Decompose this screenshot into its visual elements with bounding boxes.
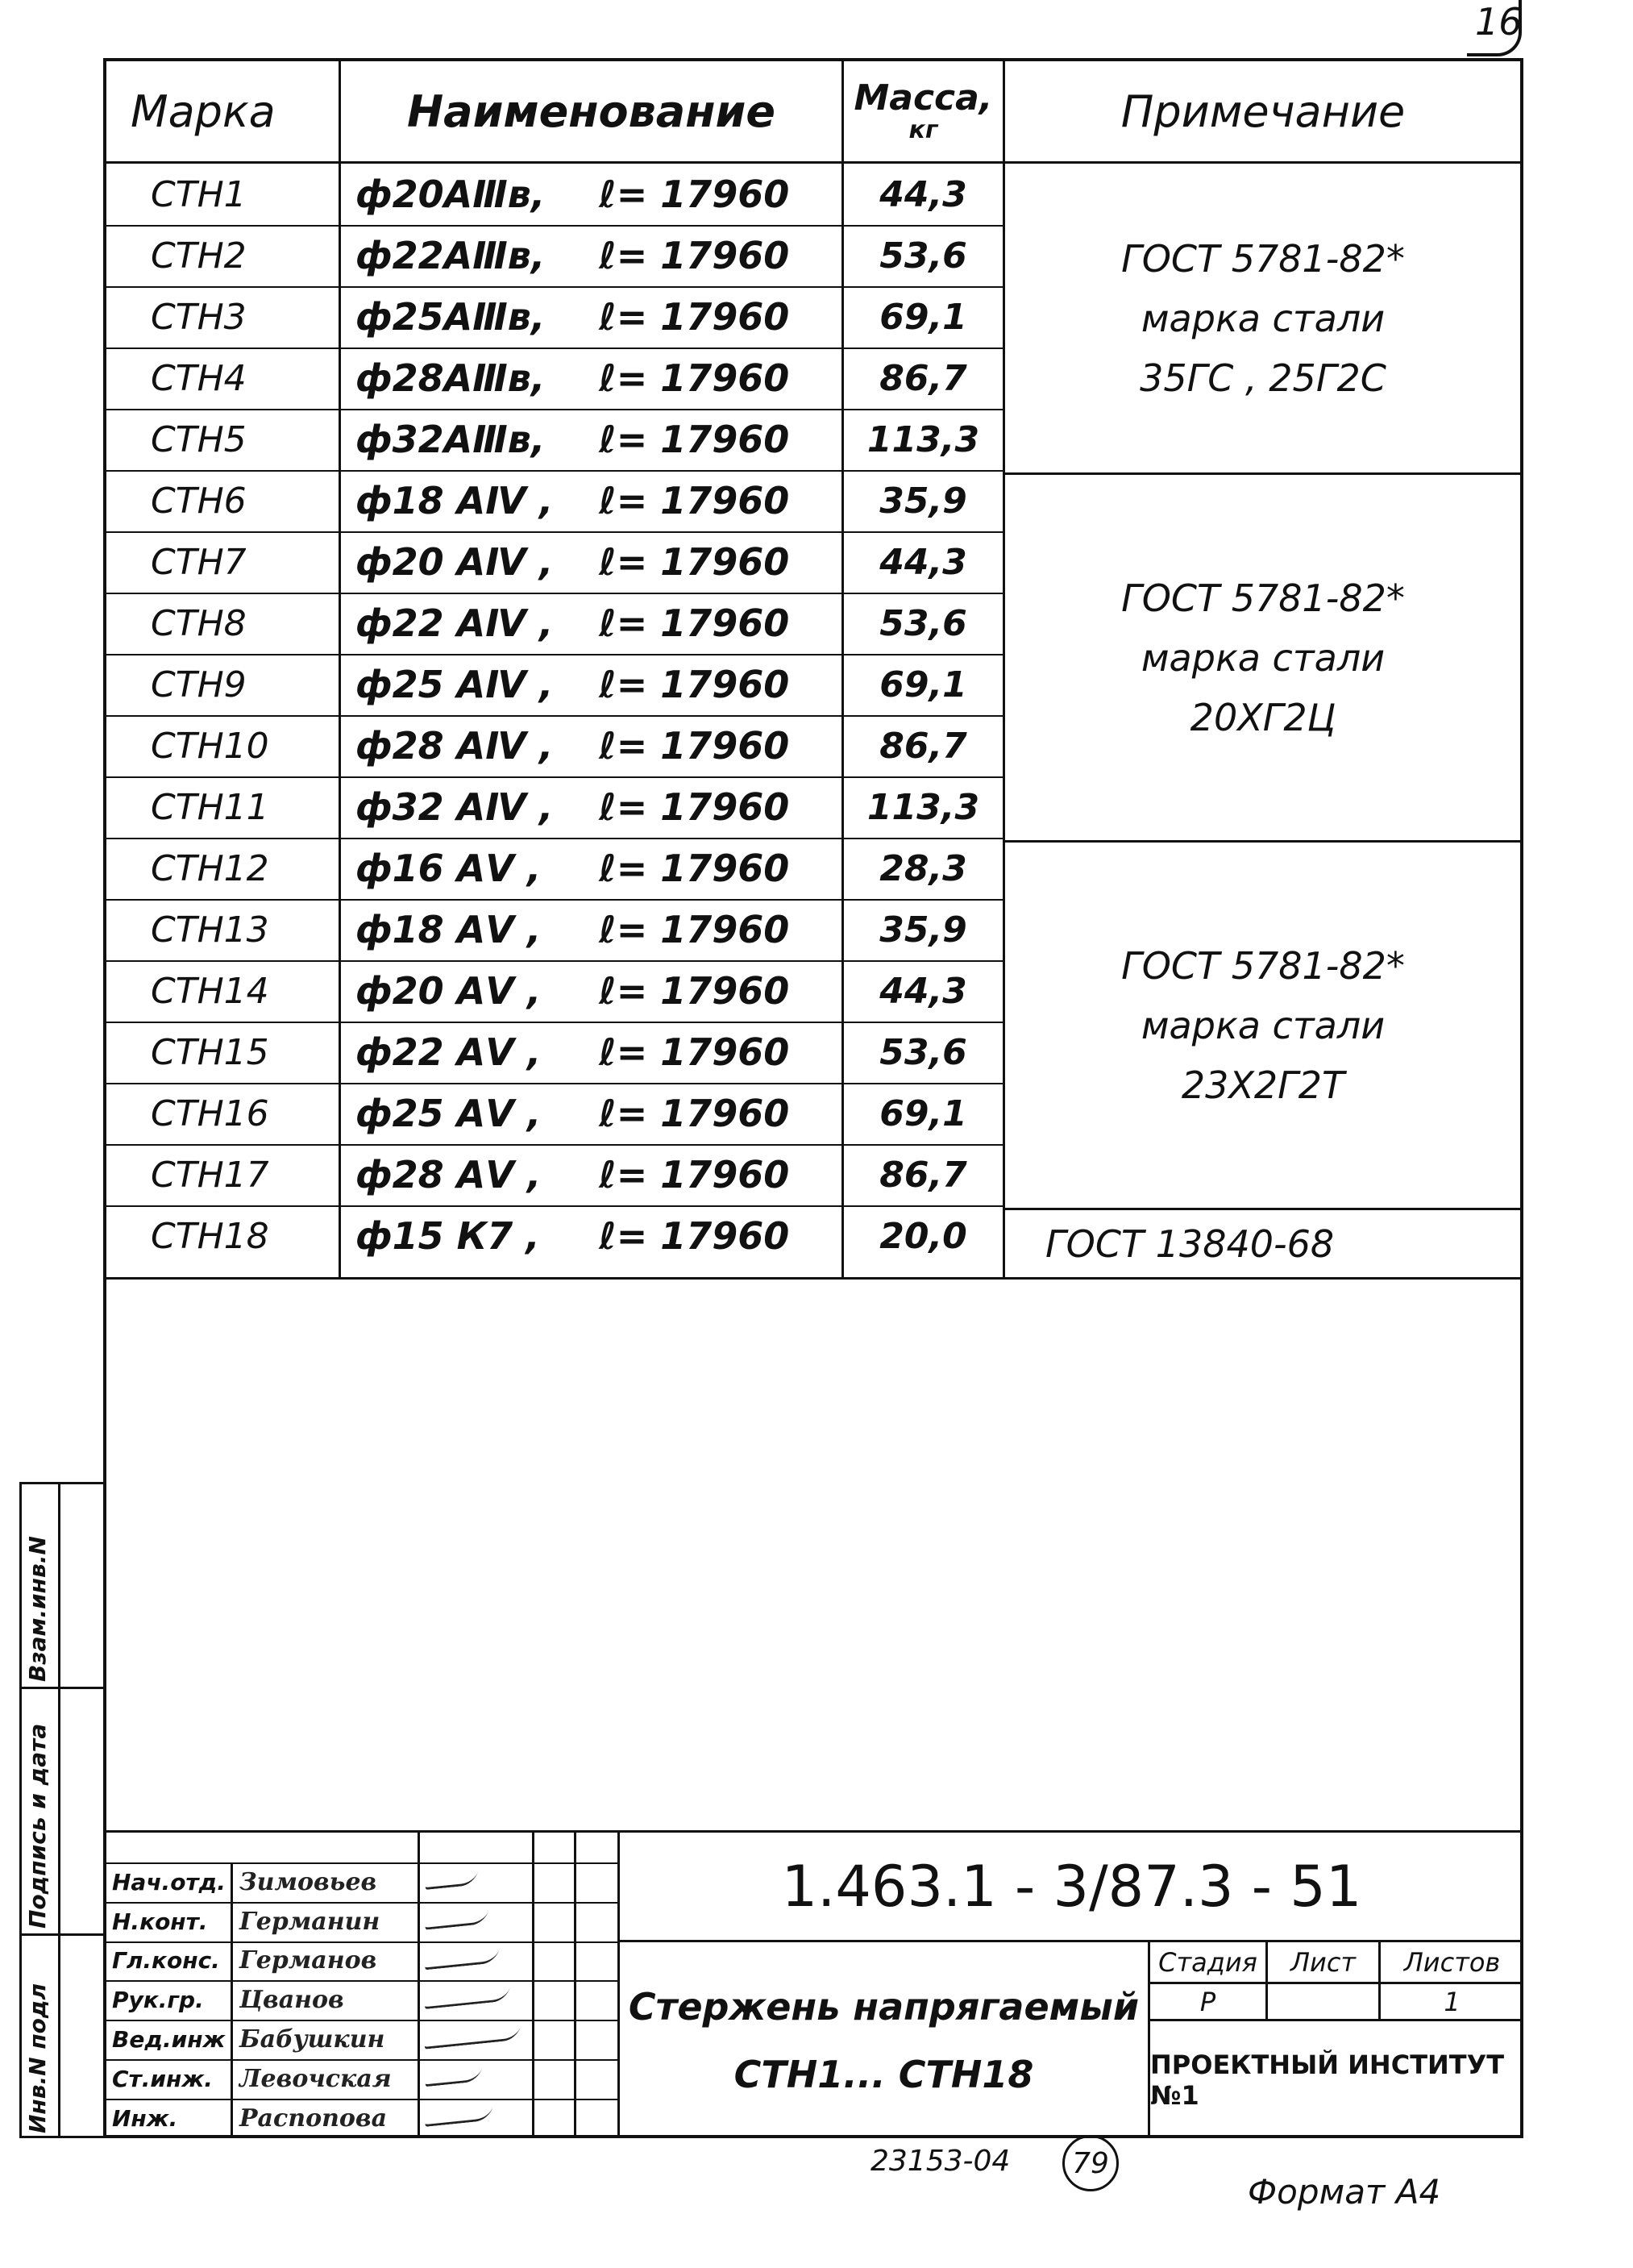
signature-role: Гл.конс. bbox=[112, 1947, 220, 1975]
row-name-length: ℓ= 17960 bbox=[599, 1214, 790, 1258]
row-name-length: ℓ= 17960 bbox=[599, 785, 790, 829]
signature-role: Нач.отд. bbox=[112, 1868, 226, 1896]
row-mass: 69,1 bbox=[879, 664, 967, 705]
row-name-spec: ф18 АⅣ , bbox=[355, 479, 554, 522]
side-stamp-sep-2 bbox=[19, 1933, 103, 1936]
format-label: Формат А4 bbox=[1248, 2172, 1441, 2212]
header-name: Наименование bbox=[406, 85, 776, 137]
row-name bbox=[341, 347, 841, 409]
row-name bbox=[341, 593, 841, 654]
side-stamp-divider bbox=[58, 1482, 60, 2138]
organization: ПРОЕКТНЫЙ ИНСТИТУТ №1 bbox=[1150, 2049, 1505, 2111]
signature-name: Германин bbox=[239, 1907, 380, 1936]
row-name bbox=[341, 1144, 841, 1205]
row-name-spec: ф16 АⅤ , bbox=[355, 847, 542, 890]
signature-role: Рук.гр. bbox=[112, 1987, 204, 2014]
sheets-label: Листов bbox=[1403, 1946, 1501, 1978]
row-name bbox=[341, 1022, 841, 1083]
row-mass: 86,7 bbox=[879, 1154, 967, 1196]
row-name-length: ℓ= 17960 bbox=[599, 173, 790, 216]
row-name-spec: ф22АⅢв, bbox=[355, 234, 546, 277]
row-mass: 113,3 bbox=[866, 786, 980, 828]
row-name-length: ℓ= 17960 bbox=[599, 1092, 790, 1135]
row-mass: 53,6 bbox=[879, 235, 967, 277]
row-mass: 113,3 bbox=[866, 418, 980, 460]
row-mass: 44,3 bbox=[879, 173, 967, 215]
row-name-length: ℓ= 17960 bbox=[599, 1030, 790, 1074]
side-stamp-podpis-data: Подпись и дата bbox=[24, 1723, 51, 1929]
row-name bbox=[341, 1205, 841, 1267]
row-name-length: ℓ= 17960 bbox=[599, 908, 790, 951]
table-bottom-line bbox=[103, 1277, 1523, 1280]
row-name bbox=[341, 715, 841, 776]
sheet-label: Лист bbox=[1290, 1946, 1357, 1978]
row-name-length: ℓ= 17960 bbox=[599, 847, 790, 890]
side-stamp-vzam-inv: Взам.инв.N bbox=[24, 1536, 51, 1682]
row-mass: 69,1 bbox=[879, 1092, 967, 1134]
row-name-length: ℓ= 17960 bbox=[599, 356, 790, 400]
sheets-value: 1 bbox=[1444, 1986, 1461, 2017]
signature-role: Вед.инж bbox=[112, 2026, 226, 2054]
note-group-4 bbox=[1005, 1210, 1521, 1277]
header-mass-label: Масса, bbox=[854, 77, 993, 119]
note-3-line2: марка стали bbox=[1141, 1003, 1386, 1047]
row-name-length: ℓ= 17960 bbox=[599, 540, 790, 584]
row-name bbox=[341, 960, 841, 1022]
signature-name: Цванов bbox=[239, 1986, 344, 2015]
note-1-line2: марка стали bbox=[1141, 296, 1386, 340]
drawing-title-line1: Стержень напрягаемый bbox=[628, 1984, 1140, 2029]
row-name bbox=[341, 531, 841, 593]
drawing-title bbox=[620, 1942, 1148, 2138]
row-mark: СТН4 bbox=[151, 357, 247, 399]
row-name bbox=[341, 409, 841, 470]
row-name-spec: ф32АⅢв, bbox=[355, 418, 546, 461]
signature-role: Н.конт. bbox=[112, 1908, 208, 1935]
row-name-length: ℓ= 17960 bbox=[599, 724, 790, 768]
sheet-value bbox=[1268, 1984, 1378, 2019]
doc-code: 23153-04 bbox=[871, 2145, 1011, 2178]
row-mass: 86,7 bbox=[879, 725, 967, 767]
signature-name: Распопова bbox=[239, 2104, 388, 2133]
header-mass bbox=[844, 61, 1003, 161]
drawing-title-line2: СТН1... СТН18 bbox=[733, 2052, 1034, 2096]
row-mark: СТН1 bbox=[151, 173, 247, 215]
row-name bbox=[341, 1083, 841, 1144]
signature-name: Бабушкин bbox=[239, 2025, 385, 2054]
note-2-line3: 20ХГ2Ц bbox=[1190, 695, 1336, 739]
row-name-spec: ф32 АⅣ , bbox=[355, 785, 554, 829]
row-mass: 86,7 bbox=[879, 357, 967, 399]
stage-label: Стадия bbox=[1158, 1946, 1257, 1978]
row-name-length: ℓ= 17960 bbox=[599, 663, 790, 706]
sig-col-3 bbox=[532, 1830, 534, 2138]
signature-role: Инж. bbox=[112, 2104, 178, 2132]
note-1-line1: ГОСТ 5781-82* bbox=[1121, 236, 1405, 281]
row-name-length: ℓ= 17960 bbox=[599, 969, 790, 1013]
row-name bbox=[341, 164, 841, 225]
sig-col-4 bbox=[574, 1830, 576, 2138]
header-mass-unit: кг bbox=[908, 116, 938, 144]
note-4-line1: ГОСТ 13840-68 bbox=[1045, 1221, 1335, 1266]
row-mass: 53,6 bbox=[879, 1031, 967, 1073]
row-name bbox=[341, 899, 841, 960]
corner-bracket bbox=[1467, 0, 1522, 56]
row-mark: СТН18 bbox=[151, 1215, 269, 1257]
corner-sheet-number: 16 bbox=[1475, 0, 1523, 44]
row-name bbox=[341, 470, 841, 531]
row-name-spec: ф25АⅢв, bbox=[355, 295, 546, 339]
signature-role: Ст.инж. bbox=[112, 2065, 213, 2092]
row-name-spec: ф28 АⅣ , bbox=[355, 724, 554, 768]
row-name-length: ℓ= 17960 bbox=[599, 234, 790, 277]
row-mark: СТН15 bbox=[151, 1031, 269, 1073]
note-1-line3: 35ГС , 25Г2С bbox=[1140, 356, 1386, 400]
signature-name: Левочская bbox=[239, 2064, 392, 2093]
row-name-spec: ф22 АⅤ , bbox=[355, 1030, 542, 1074]
row-mark: СТН11 bbox=[151, 786, 269, 828]
note-3-line1: ГОСТ 5781-82* bbox=[1121, 943, 1405, 988]
row-name-spec: ф25 АⅤ , bbox=[355, 1092, 542, 1135]
row-mass: 35,9 bbox=[879, 909, 967, 951]
row-mass: 44,3 bbox=[879, 970, 967, 1012]
side-stamp-inv-podl: Инв.N подл bbox=[24, 1983, 51, 2133]
signature-name: Зимовьев bbox=[239, 1867, 377, 1896]
row-mark: СТН2 bbox=[151, 235, 247, 277]
row-mass: 69,1 bbox=[879, 296, 967, 338]
row-name bbox=[341, 225, 841, 286]
row-name-spec: ф15 К7 , bbox=[355, 1214, 540, 1258]
row-name-spec: ф20АⅢв, bbox=[355, 173, 546, 216]
stage-value: Р bbox=[1199, 1986, 1216, 2017]
row-mark: СТН14 bbox=[151, 970, 269, 1012]
row-mark: СТН7 bbox=[151, 541, 247, 583]
row-name-spec: ф25 АⅣ , bbox=[355, 663, 554, 706]
circled-number: 79 bbox=[1062, 2135, 1119, 2191]
row-name-spec: ф20 АⅤ , bbox=[355, 969, 542, 1013]
note-2-line1: ГОСТ 5781-82* bbox=[1121, 576, 1405, 620]
note-group-2 bbox=[1005, 475, 1521, 840]
row-mark: СТН10 bbox=[151, 725, 269, 767]
row-mark: СТН8 bbox=[151, 602, 247, 644]
row-mass: 35,9 bbox=[879, 480, 967, 522]
row-name-length: ℓ= 17960 bbox=[599, 601, 790, 645]
row-mark: СТН17 bbox=[151, 1154, 269, 1196]
row-mark: СТН12 bbox=[151, 847, 269, 889]
row-mark: СТН3 bbox=[151, 296, 247, 338]
row-name-spec: ф28 АⅤ , bbox=[355, 1153, 542, 1196]
row-mark: СТН6 bbox=[151, 480, 247, 522]
side-stamp-sep-1 bbox=[19, 1687, 103, 1689]
row-name-length: ℓ= 17960 bbox=[599, 479, 790, 522]
note-2-line2: марка стали bbox=[1141, 635, 1386, 680]
row-mass: 53,6 bbox=[879, 602, 967, 644]
note-3-line3: 23Х2Г2Т bbox=[1181, 1063, 1345, 1107]
row-name-spec: ф22 АⅣ , bbox=[355, 601, 554, 645]
designation: 1.463.1 - 3/87.3 - 51 bbox=[781, 1853, 1362, 1920]
row-mark: СТН5 bbox=[151, 418, 247, 460]
row-name-spec: ф20 АⅣ , bbox=[355, 540, 554, 584]
note-group-1 bbox=[1005, 164, 1521, 472]
signature-name: Германов bbox=[239, 1946, 377, 1975]
row-mass: 20,0 bbox=[879, 1215, 967, 1257]
row-mark: СТН9 bbox=[151, 664, 247, 705]
row-name bbox=[341, 286, 841, 347]
header-note: Примечание bbox=[1120, 85, 1406, 137]
row-name-spec: ф18 АⅤ , bbox=[355, 908, 542, 951]
row-name bbox=[341, 838, 841, 899]
row-mass: 44,3 bbox=[879, 541, 967, 583]
row-mass: 28,3 bbox=[879, 847, 967, 889]
header-mark: Марка bbox=[131, 85, 276, 137]
row-name-length: ℓ= 17960 bbox=[599, 1153, 790, 1196]
row-name-length: ℓ= 17960 bbox=[599, 418, 790, 461]
note-group-3 bbox=[1005, 843, 1521, 1208]
sig-col-2 bbox=[418, 1830, 420, 2138]
row-name bbox=[341, 654, 841, 715]
row-mark: СТН16 bbox=[151, 1092, 269, 1134]
row-name-length: ℓ= 17960 bbox=[599, 295, 790, 339]
row-name-spec: ф28АⅢв, bbox=[355, 356, 546, 400]
row-name bbox=[341, 776, 841, 838]
row-mark: СТН13 bbox=[151, 909, 269, 951]
